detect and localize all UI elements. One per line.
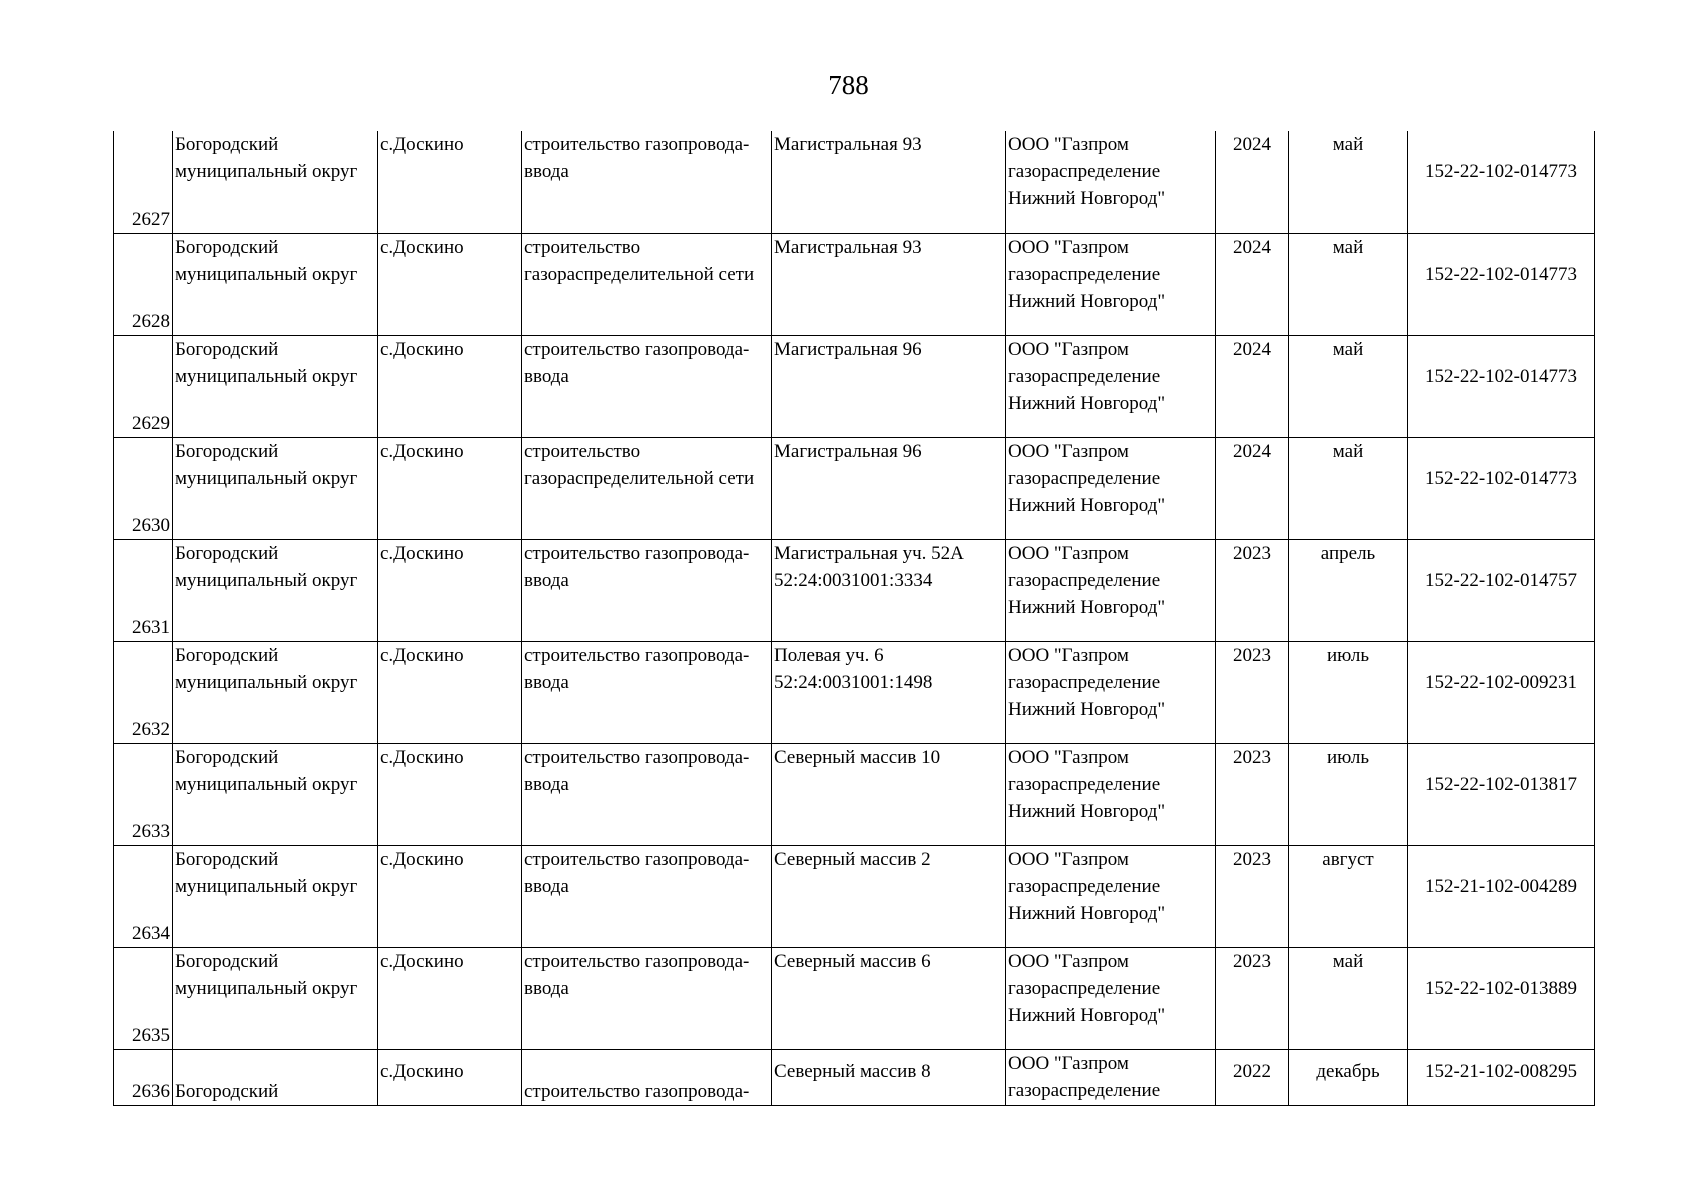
code-cell: 152-22-102-014773	[1408, 335, 1595, 437]
organization-cell: ООО "Газпром газораспределение Нижний Новгород"	[1006, 335, 1216, 437]
row-number: 2628	[114, 233, 173, 335]
municipality-cell: Богородский муниципальный округ	[173, 845, 378, 947]
code-cell: 152-21-102-004289	[1408, 845, 1595, 947]
table-row	[114, 1049, 1595, 1105]
month-cell: май	[1289, 131, 1408, 233]
code-cell: 152-22-102-014773	[1408, 131, 1595, 233]
address-cell: Магистральная уч. 52А 52:24:0031001:3334	[772, 539, 1006, 641]
row-number: 2635	[114, 947, 173, 1049]
address-cell: Полевая уч. 6 52:24:0031001:1498	[772, 641, 1006, 743]
month-cell: декабрь	[1289, 1049, 1408, 1105]
table-row	[114, 743, 1595, 845]
table-row	[114, 233, 1595, 335]
code-cell: 152-22-102-009231	[1408, 641, 1595, 743]
locality-cell: с.Доскино	[378, 437, 522, 539]
year-cell: 2023	[1216, 641, 1289, 743]
table-row	[114, 335, 1595, 437]
month-cell: август	[1289, 845, 1408, 947]
municipality-cell: Богородский муниципальный округ	[173, 641, 378, 743]
page-number: 788	[828, 70, 869, 100]
work-type-cell: строительство газопровода-ввода	[522, 335, 772, 437]
row-number: 2632	[114, 641, 173, 743]
table-row	[114, 845, 1595, 947]
municipality-cell: Богородский муниципальный округ	[173, 335, 378, 437]
year-cell: 2024	[1216, 233, 1289, 335]
year-cell: 2023	[1216, 743, 1289, 845]
address-cell: Магистральная 93	[772, 131, 1006, 233]
locality-cell: с.Доскино	[378, 1049, 522, 1105]
work-type-cell: строительство газораспределительной сети	[522, 233, 772, 335]
locality-cell: с.Доскино	[378, 845, 522, 947]
address-cell: Северный массив 2	[772, 845, 1006, 947]
municipality-cell: Богородский муниципальный округ	[173, 233, 378, 335]
address-cell: Северный массив 10	[772, 743, 1006, 845]
municipality-cell: Богородский	[173, 1049, 378, 1105]
row-number: 2627	[114, 131, 173, 233]
row-number: 2634	[114, 845, 173, 947]
municipality-cell: Богородский муниципальный округ	[173, 947, 378, 1049]
month-cell: май	[1289, 947, 1408, 1049]
table-row	[114, 539, 1595, 641]
year-cell: 2023	[1216, 539, 1289, 641]
year-cell: 2024	[1216, 437, 1289, 539]
organization-cell: ООО "Газпром газораспределение Нижний Новгород"	[1006, 131, 1216, 233]
municipality-cell: Богородский муниципальный округ	[173, 437, 378, 539]
row-number: 2630	[114, 437, 173, 539]
address-cell: Магистральная 96	[772, 437, 1006, 539]
table-row	[114, 437, 1595, 539]
month-cell: май	[1289, 335, 1408, 437]
organization-cell: ООО "Газпром газораспределение Нижний Новгород"	[1006, 539, 1216, 641]
organization-cell: ООО "Газпром газораспределение Нижний Новгород"	[1006, 743, 1216, 845]
address-cell: Северный массив 8	[772, 1049, 1006, 1105]
work-type-cell: строительство газопровода-ввода	[522, 743, 772, 845]
organization-cell: ООО "Газпром газораспределение	[1006, 1049, 1216, 1105]
municipality-cell: Богородский муниципальный округ	[173, 539, 378, 641]
work-type-cell: строительство газопровода-ввода	[522, 131, 772, 233]
organization-cell: ООО "Газпром газораспределение Нижний Новгород"	[1006, 845, 1216, 947]
work-type-cell: строительство газопровода-ввода	[522, 947, 772, 1049]
work-type-cell: строительство газопровода-ввода	[522, 641, 772, 743]
municipality-cell: Богородский муниципальный округ	[173, 131, 378, 233]
year-cell: 2024	[1216, 335, 1289, 437]
work-type-cell: строительство газопровода-	[522, 1049, 772, 1105]
locality-cell: с.Доскино	[378, 233, 522, 335]
work-type-cell: строительство газопровода-ввода	[522, 539, 772, 641]
table-row	[114, 641, 1595, 743]
organization-cell: ООО "Газпром газораспределение Нижний Новгород"	[1006, 947, 1216, 1049]
work-type-cell: строительство газораспределительной сети	[522, 437, 772, 539]
address-cell: Магистральная 93	[772, 233, 1006, 335]
locality-cell: с.Доскино	[378, 947, 522, 1049]
registry-table	[113, 131, 1595, 1106]
locality-cell: с.Доскино	[378, 641, 522, 743]
month-cell: апрель	[1289, 539, 1408, 641]
month-cell: июль	[1289, 743, 1408, 845]
address-cell: Магистральная 96	[772, 335, 1006, 437]
month-cell: май	[1289, 437, 1408, 539]
year-cell: 2023	[1216, 845, 1289, 947]
locality-cell: с.Доскино	[378, 131, 522, 233]
row-number: 2629	[114, 335, 173, 437]
locality-cell: с.Доскино	[378, 743, 522, 845]
year-cell: 2022	[1216, 1049, 1289, 1105]
month-cell: май	[1289, 233, 1408, 335]
row-number: 2636	[114, 1049, 173, 1105]
year-cell: 2023	[1216, 947, 1289, 1049]
code-cell: 152-21-102-008295	[1408, 1049, 1595, 1105]
locality-cell: с.Доскино	[378, 539, 522, 641]
organization-cell: ООО "Газпром газораспределение Нижний Новгород"	[1006, 233, 1216, 335]
table-row	[114, 131, 1595, 233]
municipality-cell: Богородский муниципальный округ	[173, 743, 378, 845]
row-number: 2633	[114, 743, 173, 845]
code-cell: 152-22-102-014773	[1408, 437, 1595, 539]
organization-cell: ООО "Газпром газораспределение Нижний Новгород"	[1006, 437, 1216, 539]
code-cell: 152-22-102-014757	[1408, 539, 1595, 641]
code-cell: 152-22-102-013817	[1408, 743, 1595, 845]
month-cell: июль	[1289, 641, 1408, 743]
row-number: 2631	[114, 539, 173, 641]
code-cell: 152-22-102-014773	[1408, 233, 1595, 335]
code-cell: 152-22-102-013889	[1408, 947, 1595, 1049]
table-row	[114, 947, 1595, 1049]
work-type-cell: строительство газопровода-ввода	[522, 845, 772, 947]
address-cell: Северный массив 6	[772, 947, 1006, 1049]
year-cell: 2024	[1216, 131, 1289, 233]
locality-cell: с.Доскино	[378, 335, 522, 437]
organization-cell: ООО "Газпром газораспределение Нижний Новгород"	[1006, 641, 1216, 743]
